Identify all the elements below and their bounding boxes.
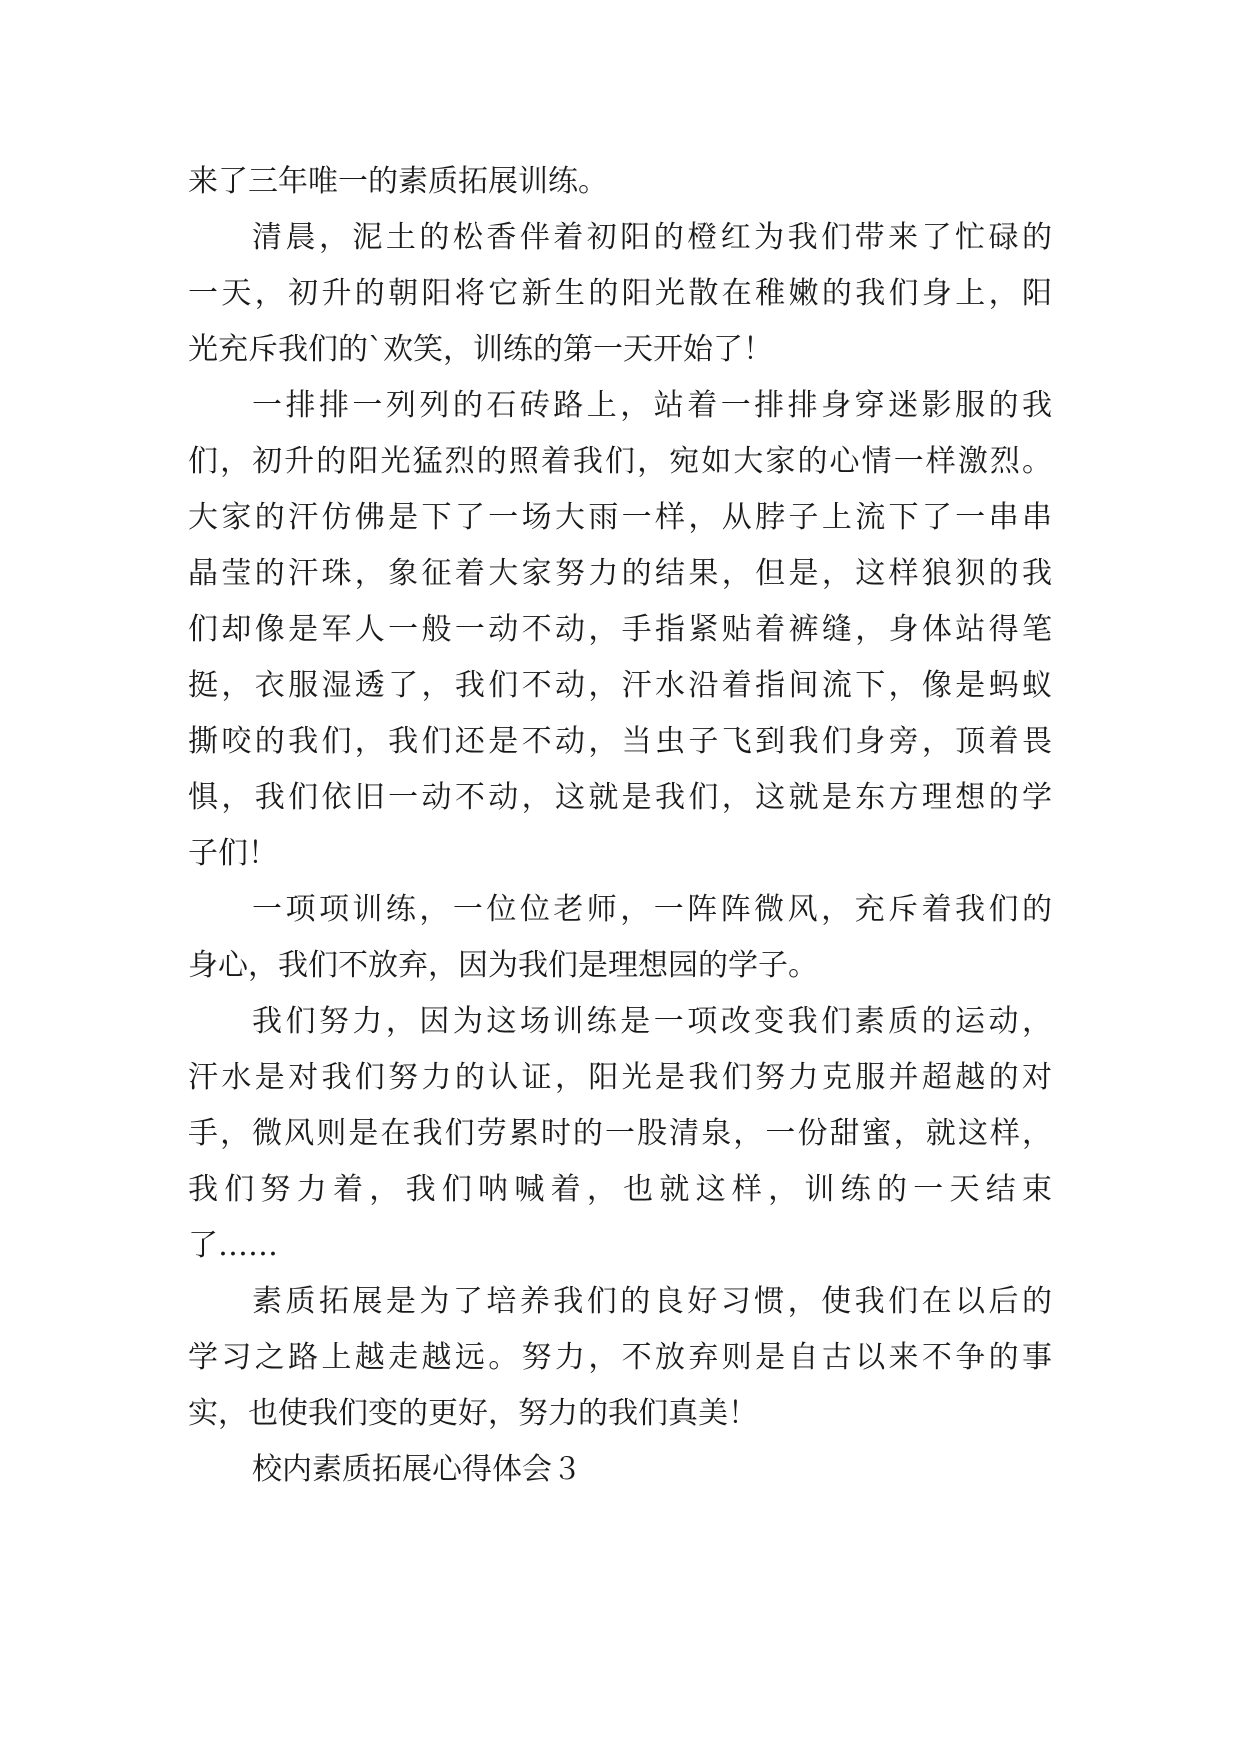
text-line: 一项项训练，一位位老师，一阵阵微风，充斥着我们的 <box>252 892 1052 927</box>
text-line: 惧，我们依旧一动不动，这就是我们，这就是东方理想的学 <box>188 780 1052 815</box>
text-line: 一排排一列列的石砖路上，站着一排排身穿迷影服的我 <box>252 388 1052 423</box>
text-line: 清晨，泥土的松香伴着初阳的橙红为我们带来了忙碌的 <box>252 220 1052 255</box>
text-line: 一天，初升的朝阳将它新生的阳光散在稚嫩的我们身上，阳 <box>188 276 1052 311</box>
text-line: 我们努力，因为这场训练是一项改变我们素质的运动， <box>252 1004 1052 1039</box>
text-line: 们却像是军人一般一动不动，手指紧贴着裤缝，身体站得笔 <box>188 612 1052 647</box>
text-line: 光充斥我们的`欢笑，训练的第一天开始了！ <box>188 332 773 367</box>
text-line: 了…… <box>188 1228 278 1263</box>
text-line: 大家的汗仿佛是下了一场大雨一样，从脖子上流下了一串串 <box>188 500 1052 535</box>
section-heading: 校内素质拓展心得体会３ <box>252 1452 582 1487</box>
text-line: 素质拓展是为了培养我们的良好习惯，使我们在以后的 <box>252 1284 1052 1319</box>
text-line: 我们努力着，我们呐喊着，也就这样，训练的一天结束 <box>188 1172 1052 1207</box>
text-line: 汗水是对我们努力的认证，阳光是我们努力克服并超越的对 <box>188 1060 1052 1095</box>
text-line: 子们！ <box>188 836 278 871</box>
text-line: 学习之路上越走越远。努力，不放弃则是自古以来不争的事 <box>188 1340 1052 1375</box>
text-line: 身心，我们不放弃，因为我们是理想园的学子。 <box>188 948 818 983</box>
text-line: 晶莹的汗珠，象征着大家努力的结果，但是，这样狼狈的我 <box>188 556 1052 591</box>
text-line: 挺，衣服湿透了，我们不动，汗水沿着指间流下，像是蚂蚁 <box>188 668 1052 703</box>
text-line: 来了三年唯一的素质拓展训练。 <box>188 164 608 199</box>
text-line: 们，初升的阳光猛烈的照着我们，宛如大家的心情一样激烈。 <box>188 444 1052 479</box>
text-line: 手，微风则是在我们劳累时的一股清泉，一份甜蜜，就这样， <box>188 1116 1052 1151</box>
text-line: 实，也使我们变的更好，努力的我们真美！ <box>188 1396 758 1431</box>
text-line: 撕咬的我们，我们还是不动，当虫子飞到我们身旁，顶着畏 <box>188 724 1052 759</box>
